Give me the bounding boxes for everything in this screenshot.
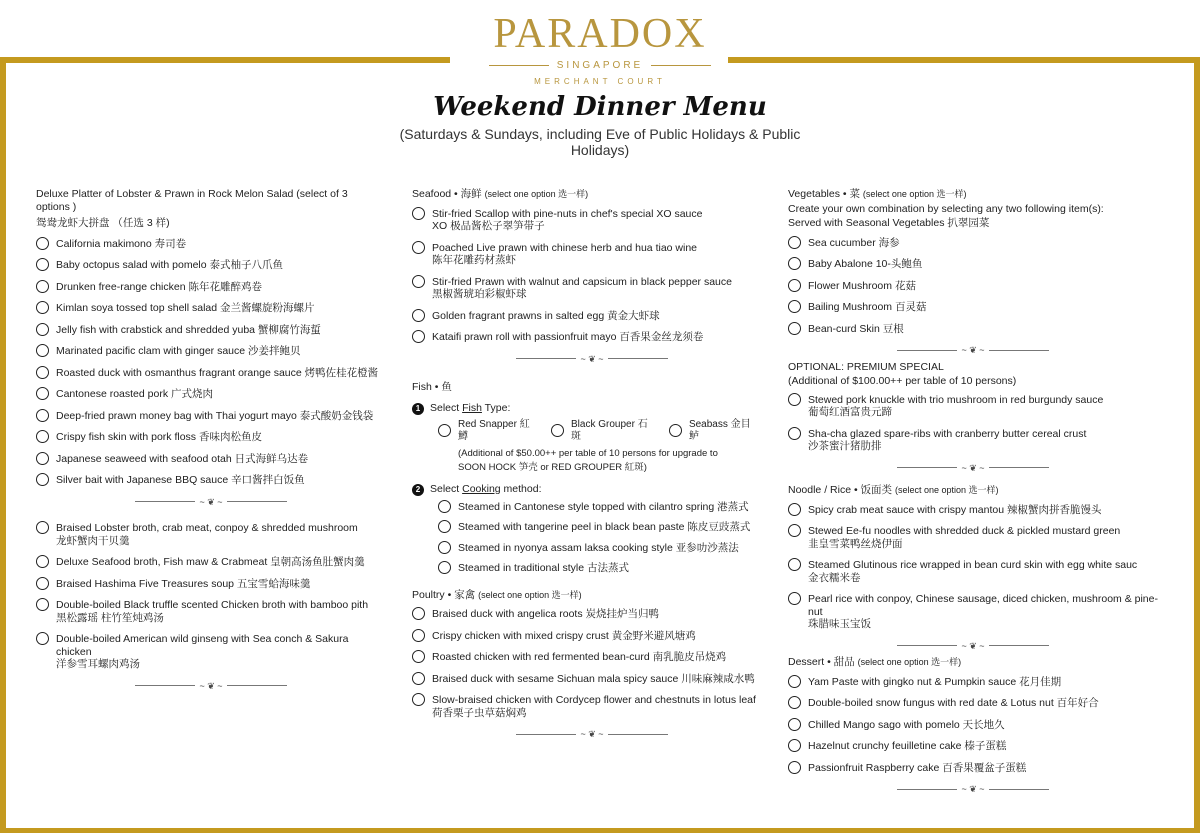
option-radio[interactable] <box>412 693 425 706</box>
brand-location: SINGAPORE <box>556 60 644 71</box>
list-item[interactable]: Cantonese roasted pork 广式烧肉 <box>36 388 386 401</box>
list-item[interactable]: Double-boiled Black truffle scented Chicken broth with bamboo pith 黑松露瑶 柱竹笙炖鸡汤 <box>36 599 386 624</box>
page-title: Weekend Dinner Menu <box>433 92 767 122</box>
list-item[interactable]: Stewed Ee-fu noodles with shredded duck & pickled mustard green 韭皇雪菜鸭丝烧伊面 <box>788 525 1158 550</box>
list-item[interactable]: Braised Lobster broth, crab meat, conpoy & shredded mushroom 龙虾蟹肉干贝羹 <box>36 522 386 547</box>
list-item[interactable]: Baby Abalone 10-头鲍鱼 <box>788 258 1158 271</box>
frame-bottom <box>0 828 1200 833</box>
vegetables-desc-2: Served with Seasonal Vegetables 扒翠园菜 <box>788 217 990 229</box>
option-radio[interactable] <box>36 555 49 568</box>
ornament-divider: ~ ❦ ~ <box>412 728 772 741</box>
option-radio[interactable] <box>438 424 451 437</box>
list-item[interactable]: Stewed pork knuckle with trio mushroom in red burgundy sauce 葡萄红酒富贵元蹄 <box>788 394 1158 419</box>
option-radio[interactable] <box>788 696 801 709</box>
list-item[interactable]: Deluxe Seafood broth, Fish maw & Crabmeat 皇朝高汤鱼肚蟹肉羹 <box>36 556 386 569</box>
option-radio[interactable] <box>36 409 49 422</box>
list-item[interactable]: Sea cucumber 海参 <box>788 237 1158 250</box>
page-subtitle: (Saturdays & Sundays, including Eve of Public Holidays & Public Holidays) <box>399 126 801 158</box>
ornament-divider: ~ ❦ ~ <box>788 640 1158 653</box>
option-radio[interactable] <box>788 393 801 406</box>
list-item[interactable]: Sha-cha glazed spare-ribs with cranberry butter cereal crust 沙茶蜜汁猪肋排 <box>788 428 1158 453</box>
list-item[interactable]: Roasted duck with osmanthus fragrant orange sauce 烤鸭佐桂花橙酱 <box>36 367 386 380</box>
option-radio[interactable] <box>788 279 801 292</box>
option-radio[interactable] <box>36 473 49 486</box>
brand-logo: PARADOX <box>493 11 707 57</box>
list-item[interactable]: California makimono 寿司卷 <box>36 238 386 251</box>
option-radio[interactable] <box>36 344 49 357</box>
divider <box>489 65 549 66</box>
option-radio[interactable] <box>551 424 564 437</box>
ornament-divider: ~ ❦ ~ <box>412 353 772 366</box>
option-radio[interactable] <box>438 520 451 533</box>
option-radio[interactable] <box>788 236 801 249</box>
list-item[interactable]: Crispy chicken with mixed crispy crust 黄金野米避风塘鸡 <box>412 630 772 643</box>
ornament-divider: ~ ❦ ~ <box>36 680 386 693</box>
list-item[interactable]: Passionfruit Raspberry cake 百香果覆盆子蛋糕 <box>788 762 1158 775</box>
seafood-title: Seafood • 海鲜 (select one option 选一样) <box>412 188 589 200</box>
platter-title-zh: 鸳鸯龙虾大拼盘 （任选 3 样) <box>36 217 170 229</box>
option-radio[interactable] <box>788 558 801 571</box>
list-item[interactable]: Crispy fish skin with pork floss 香味肉松鱼皮 <box>36 431 386 444</box>
list-item[interactable]: Golden fragrant prawns in salted egg 黄金大虾球 <box>412 310 772 323</box>
option-radio[interactable] <box>788 322 801 335</box>
option-radio[interactable] <box>788 592 801 605</box>
platter-list <box>36 238 386 487</box>
option-radio[interactable] <box>36 366 49 379</box>
option-radio[interactable] <box>788 427 801 440</box>
option-radio[interactable] <box>412 207 425 220</box>
option-radio[interactable] <box>669 424 682 437</box>
list-item[interactable]: Steamed in traditional style 古法蒸式 <box>438 562 772 575</box>
option-radio[interactable] <box>788 300 801 313</box>
list-item[interactable]: Jelly fish with crabstick and shredded yuba 蟹柳腐竹海蜇 <box>36 324 386 337</box>
option-radio[interactable] <box>788 718 801 731</box>
list-item[interactable]: Yam Paste with gingko nut & Pumpkin sauce 花月佳期 <box>788 676 1158 689</box>
list-item[interactable]: Japanese seaweed with seafood otah 日式海鲜乌达卷 <box>36 453 386 466</box>
frame-right <box>1194 57 1200 833</box>
list-item[interactable]: Stir-fried Prawn with walnut and capsicum in black pepper sauce 黑椒酱琥珀彩椒虾球 <box>412 276 772 301</box>
premium-title: OPTIONAL: PREMIUM SPECIAL <box>788 360 944 373</box>
ornament-divider: ~ ❦ ~ <box>788 344 1158 357</box>
vegetables-title: Vegetables • 菜 (select one option 选一样) <box>788 188 967 200</box>
option-radio[interactable] <box>788 503 801 516</box>
list-item[interactable]: Deep-fried prawn money bag with Thai yogurt mayo 泰式酸奶金钱袋 <box>36 410 386 423</box>
option-radio[interactable] <box>788 739 801 752</box>
column-2 <box>412 188 772 751</box>
option-radio[interactable] <box>36 323 49 336</box>
premium-note: (Additional of $100.00++ per table of 10 persons) <box>788 375 1017 387</box>
option-radio[interactable] <box>36 452 49 465</box>
option-radio[interactable] <box>788 524 801 537</box>
fish-upgrade-note: (Additional of $50.00++ per table of 10 persons for upgrade to SOON HOCK 笋壳 or RED GROUPER 紅斑) <box>458 447 718 473</box>
option-radio[interactable] <box>412 309 425 322</box>
header <box>380 10 820 158</box>
column-1 <box>36 188 386 702</box>
list-item[interactable]: Slow-braised chicken with Cordycep flower and chestnuts in lotus leaf 荷香栗子虫草菇焖鸡 <box>412 694 772 719</box>
list-item[interactable]: Baby octopus salad with pomelo 泰式柚子八爪鱼 <box>36 259 386 272</box>
ornament-divider: ~ ❦ ~ <box>788 783 1158 796</box>
list-item[interactable]: Bean-curd Skin 豆根 <box>788 323 1158 336</box>
poultry-title: Poultry • 家禽 (select one option 选一样) <box>412 588 582 601</box>
fish-type-option[interactable]: Seabass 金目鲈 <box>669 419 760 444</box>
divider <box>651 65 711 66</box>
fish-step-2: 2 Select Cooking method: <box>412 483 772 496</box>
list-item[interactable]: Silver bait with Japanese BBQ sauce 辛口酱拌白饭鱼 <box>36 474 386 487</box>
option-radio[interactable] <box>788 675 801 688</box>
list-item[interactable]: Spicy crab meat sauce with crispy mantou 辣椒蟹肉拼香脆馒头 <box>788 504 1158 517</box>
list-item[interactable]: Double-boiled American wild ginseng with Sea conch & Sakura chicken 洋参雪耳螺肉鸡汤 <box>36 633 386 671</box>
option-radio[interactable] <box>36 387 49 400</box>
fish-title: Fish • 鱼 <box>412 381 452 393</box>
column-3 <box>788 188 1158 806</box>
option-radio[interactable] <box>438 561 451 574</box>
list-item[interactable]: Chilled Mango sago with pomelo 天长地久 <box>788 719 1158 732</box>
list-item[interactable]: Braised duck with sesame Sichuan mala spicy sauce 川味麻辣咸水鸭 <box>412 673 772 686</box>
option-radio[interactable] <box>412 241 425 254</box>
list-item[interactable]: Steamed with tangerine peel in black bean paste 陈皮豆豉蒸式 <box>438 521 772 534</box>
list-item[interactable]: Steamed Glutinous rice wrapped in bean curd skin with egg white sauc 金衣糯米卷 <box>788 559 1158 584</box>
list-item[interactable]: Pearl rice with conpoy, Chinese sausage, diced chicken, mushroom & pine-nut 珠腊味玉宝饭 <box>788 593 1158 631</box>
option-radio[interactable] <box>412 629 425 642</box>
option-radio[interactable] <box>412 275 425 288</box>
brand-venue: MERCHANT COURT <box>534 77 666 86</box>
list-item[interactable]: Hazelnut crunchy feuilletine cake 榛子蛋糕 <box>788 740 1158 753</box>
list-item[interactable]: Flower Mushroom 花菇 <box>788 280 1158 293</box>
soup-list <box>36 522 386 671</box>
option-radio[interactable] <box>36 301 49 314</box>
noodle-title: Noodle / Rice • 饭面类 (select one option 选一样) <box>788 484 999 496</box>
option-radio[interactable] <box>36 577 49 590</box>
option-radio[interactable] <box>36 237 49 250</box>
option-radio[interactable] <box>438 541 451 554</box>
fish-type-option[interactable]: Red Snapper 紅鱒 <box>438 419 539 444</box>
option-radio[interactable] <box>788 761 801 774</box>
option-radio[interactable] <box>412 650 425 663</box>
option-radio[interactable] <box>788 257 801 270</box>
option-radio[interactable] <box>36 258 49 271</box>
frame-left <box>0 57 6 833</box>
list-item[interactable]: Steamed in nyonya assam laksa cooking style 亚参叻沙蒸法 <box>438 542 772 555</box>
list-item[interactable]: Stir-fried Scallop with pine-nuts in chef's special XO sauce XO 极品酱松子翠笋带子 <box>412 208 772 233</box>
platter-title: Deluxe Platter of Lobster & Prawn in Rock Melon Salad (select of 3 options ) <box>36 188 348 213</box>
list-item[interactable]: Kataifi prawn roll with passionfruit mayo 百香果金丝龙须卷 <box>412 331 772 344</box>
cooking-method-list <box>438 501 772 575</box>
fish-type-options <box>438 419 772 444</box>
option-radio[interactable] <box>36 521 49 534</box>
ornament-divider: ~ ❦ ~ <box>788 462 1158 475</box>
list-item[interactable]: Kimlan soya tossed top shell salad 金兰酱螺旋粉海螺片 <box>36 302 386 315</box>
fish-step-1: 1 Select Fish Type: <box>412 402 772 415</box>
option-radio[interactable] <box>36 598 49 611</box>
dessert-title: Dessert • 甜品 (select one option 选一样) <box>788 656 962 668</box>
fish-type-option[interactable]: Black Grouper 石斑 <box>551 419 657 444</box>
brand-location-row <box>380 60 820 71</box>
option-radio[interactable] <box>36 632 49 645</box>
option-radio[interactable] <box>412 672 425 685</box>
option-radio[interactable] <box>412 607 425 620</box>
option-radio[interactable] <box>36 430 49 443</box>
list-item[interactable]: Roasted chicken with red fermented bean-curd 南乳脆皮吊烧鸡 <box>412 651 772 664</box>
vegetables-desc: Create your own combination by selecting any two following item(s): <box>788 202 1104 215</box>
list-item[interactable]: Marinated pacific clam with ginger sauce 沙姜拌鲍贝 <box>36 345 386 358</box>
list-item[interactable]: Bailing Mushroom 百灵菇 <box>788 301 1158 314</box>
option-radio[interactable] <box>412 330 425 343</box>
list-item[interactable]: Steamed in Cantonese style topped with cilantro spring 港蒸式 <box>438 501 772 514</box>
ornament-divider: ~ ❦ ~ <box>36 496 386 509</box>
option-radio[interactable] <box>438 500 451 513</box>
list-item[interactable]: Braised duck with angelica roots 炭烧挂炉当归鸭 <box>412 608 772 621</box>
list-item[interactable]: Double-boiled snow fungus with red date & Lotus nut 百年好合 <box>788 697 1158 710</box>
list-item[interactable]: Poached Live prawn with chinese herb and hua tiao wine 陈年花雕药材蒸虾 <box>412 242 772 267</box>
list-item[interactable]: Drunken free-range chicken 陈年花雕醉鸡卷 <box>36 281 386 294</box>
list-item[interactable]: Braised Hashima Five Treasures soup 五宝雪蛤海味羹 <box>36 578 386 591</box>
option-radio[interactable] <box>36 280 49 293</box>
